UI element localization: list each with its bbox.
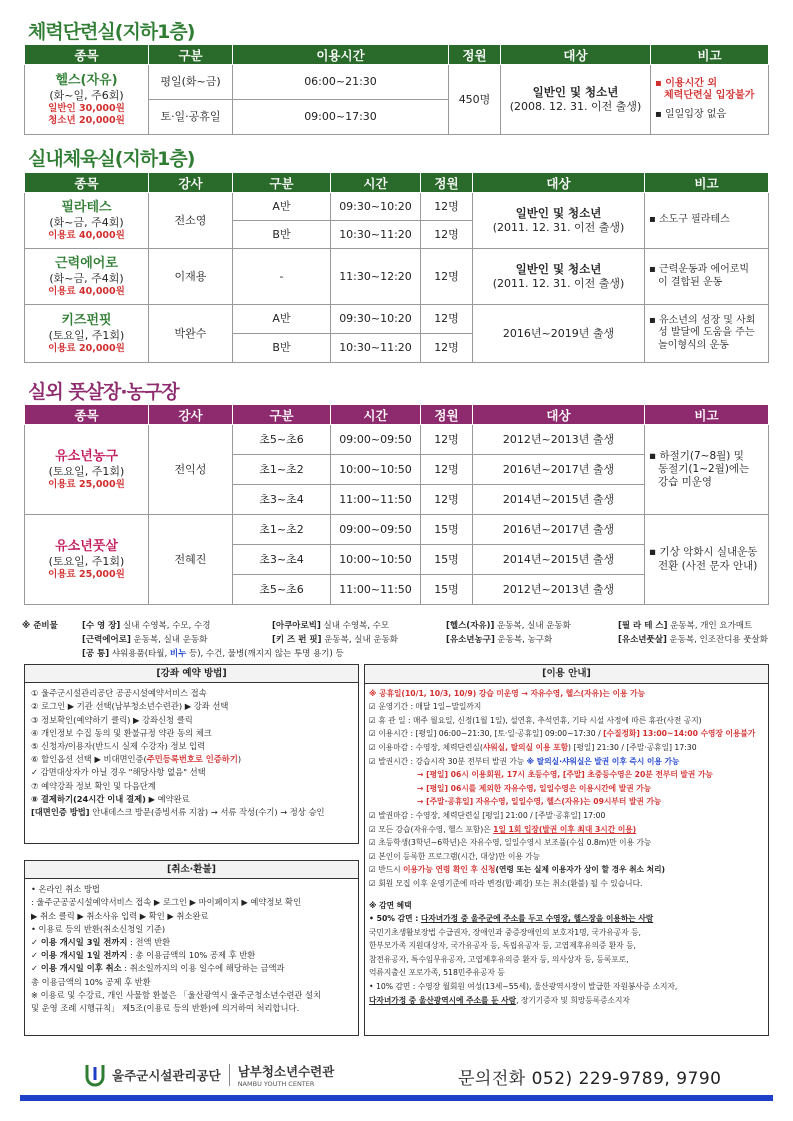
note-text: 이 결합된 운동	[658, 276, 723, 288]
program-name: 유소년풋살	[55, 538, 118, 554]
table-cell: 09:00~09:50	[331, 515, 421, 545]
preparation-list	[22, 619, 772, 661]
refund-line: • 이용료 등의 반환(취소신청일 기준)	[31, 923, 166, 934]
note-text: 전환 (사전 문자 안내)	[658, 559, 758, 572]
reg-step: ① 울주군시설관리공단 공공시설예약서비스 접속	[31, 688, 207, 699]
info-line: 한부모가족 지원대상자, 국가유공자 등, 독립유공자 등, 고엽제후유의증 환자 등,	[369, 941, 636, 951]
teacher-cell: 전혜진	[149, 515, 233, 605]
target-text: 일반인 및 청소년	[515, 262, 602, 277]
table-cell: 11:00~11:50	[331, 575, 421, 605]
note-text: ▪ 근력운동과 에어로빅	[649, 264, 750, 275]
table-cell: 12명	[421, 221, 473, 249]
table-cell: 12명	[421, 485, 473, 515]
program-cell	[25, 515, 149, 605]
table-cell: 초1~초2	[233, 455, 331, 485]
table-cell: 15명	[421, 545, 473, 575]
table-cell: 15명	[421, 515, 473, 545]
table-cell: 초5~초6	[233, 575, 331, 605]
table-cell: B반	[233, 221, 331, 249]
program-fee: 이용료 40,000원	[48, 229, 125, 241]
capacity-cell: 450명	[449, 65, 501, 135]
table-cell: 11:00~11:50	[331, 485, 421, 515]
contact-phone: 문의전화 052) 229-9789, 9790	[458, 1069, 722, 1089]
info-line: 참전유공자, 특수임무유공자, 고엽제후유의증 환자 등, 의사상자 등, 등록포로,	[369, 954, 629, 964]
program-days: (토요일, 주1회)	[48, 554, 125, 568]
table-cell: 초3~초4	[233, 485, 331, 515]
table-cell: 2016년~2017년 출생	[473, 455, 645, 485]
col-header: 대상	[473, 173, 645, 193]
info-line: ☑ 모든 강습(자유수영, 헬스 포함)은 1일 1회 입장(발권 이후 최대 3시간 이용)	[369, 824, 637, 834]
program-fee: 이용료 20,000원	[48, 342, 125, 354]
info-line: ※ 감면 혜택	[369, 900, 412, 910]
refund-line: ✓ 이용 개시일 이후 취소 : 취소일까지의 이용 일수에 해당하는 금액과	[31, 963, 285, 974]
table-cell: 2014년~2015년 출생	[473, 545, 645, 575]
info-line: → [평일] 06시 이용회원, 17시 초등수영, [주말] 초중등수영은 20분 전부터 발권 가능	[417, 770, 713, 780]
table-cell: 평일(화~금)	[149, 65, 233, 100]
reg-step: ④ 개인정보 수집 동의 및 환불규정 약관 동의 체크	[31, 727, 212, 738]
teacher-cell: 박완수	[149, 305, 233, 363]
table-cell: 2016년~2017년 출생	[473, 515, 645, 545]
table-cell: 2014년~2015년 출생	[473, 485, 645, 515]
box-title: [강좌 예약 방법]	[25, 665, 358, 683]
table-cell: A반	[233, 305, 331, 334]
col-header: 비고	[645, 405, 769, 425]
note-text: ▪ 기상 악화시 실내운동	[649, 546, 758, 559]
target-cell	[473, 193, 645, 249]
info-line: 다자녀가정 중 울산광역시에 주소를 둔 사람, 장기기증자 및 희망등록증소지자	[369, 995, 630, 1005]
col-header: 정원	[449, 45, 501, 65]
refund-line: ▶ 취소 클릭 ▶ 취소사유 입력 ▶ 확인 ▶ 취소완료	[31, 910, 209, 921]
refund-line: • 온라인 취소 방법	[31, 884, 100, 895]
table-cell: 11:30~12:20	[331, 249, 421, 305]
col-header: 정원	[421, 173, 473, 193]
program-cell	[25, 65, 149, 135]
col-header: 구분	[233, 173, 331, 193]
program-days: (토요일, 주1회)	[48, 464, 125, 478]
col-header: 이용시간	[233, 45, 449, 65]
section-title-outdoor: 실외 풋살장·농구장	[28, 381, 179, 403]
col-header: 강사	[149, 405, 233, 425]
footer	[0, 1052, 793, 1112]
table-cell: 토·일·공휴일	[149, 100, 233, 135]
prep-mark: ※ 준비물	[22, 621, 58, 631]
reg-step: ② 로그인 ▶ 기관 선택(남부청소년수련관) ▶ 강좌 선택	[31, 701, 229, 712]
info-line: ☑ 초등학생(3학년~6학년)은 자유수영, 일일수영시 보조풀(수심 0.8m)만 이용 가능	[369, 838, 652, 848]
table-cell: 초5~초6	[233, 425, 331, 455]
table-cell: 09:00~17:30	[233, 100, 449, 135]
refund-line: 총 이용금액의 10% 공제 후 반환	[31, 976, 151, 987]
info-line: • 10% 감면 : 수영장 월회원 여성(13세~55세), 울산광역시장이 발급한 자원봉사증 소지자,	[369, 982, 678, 992]
col-header: 강사	[149, 173, 233, 193]
program-name: 근력에어로	[55, 255, 118, 271]
table-cell: 12명	[421, 305, 473, 334]
info-line: ☑ 발권시간 : 강습시작 30분 전부터 발권 가능 ※ 탈의실·샤워실은 발권 이후 즉시 이용 가능	[369, 756, 680, 766]
table-cell: 10:00~10:50	[331, 545, 421, 575]
table-cell: 12명	[421, 455, 473, 485]
note-text: 성 발달에 도움을 주는	[658, 327, 755, 339]
program-fee: 이용료 40,000원	[48, 285, 125, 297]
table-cell: 09:30~10:20	[331, 305, 421, 334]
note-text: ▪ 이용시간 외	[655, 77, 718, 89]
program-fee: 이용료 25,000원	[48, 568, 125, 580]
teacher-cell: 전익성	[149, 425, 233, 515]
info-line: ☑ 본인이 등록한 프로그램(시간, 대상)만 이용 가능	[369, 851, 541, 861]
program-cell	[25, 305, 149, 363]
refund-line: 및 운영 조례 시행규칙」 제5조(이용료 등의 반환)에 의거하여 처리합니다.	[31, 1003, 300, 1014]
note-text: 소도구 필라테스	[658, 214, 730, 226]
table-cell: 12명	[421, 425, 473, 455]
info-line: ☑ 이용마감 : 수영장, 체력단련실(샤워실, 탈의실 이용 포함) [평일] 21:30 / [주말·공휴일] 17:30	[369, 742, 697, 752]
refund-box	[24, 860, 359, 1036]
note-text: ▪ 일일입장 없음	[655, 108, 727, 120]
note-cell: ▪ 소도구 필라테스	[645, 193, 769, 249]
teacher-cell: 이재용	[149, 249, 233, 305]
outdoor-table	[24, 404, 769, 605]
prep-row: [공 통] 샤워용품(타월, 비누 등), 수건, 물병(깨지지 않는 투명 용기) 등	[82, 649, 344, 659]
indoor-table	[24, 172, 769, 363]
table-cell: 2012년~2013년 출생	[473, 575, 645, 605]
col-header: 구분	[149, 45, 233, 65]
col-header: 비고	[645, 173, 769, 193]
info-line: 억류지출신 포로가족, 518민주유공자 등	[369, 968, 505, 978]
reg-step: ⑥ 할인옵션 선택 ▶ 비대면인증(주민등록번호로 인증하기)	[31, 754, 242, 765]
col-header: 정원	[421, 405, 473, 425]
reg-step: ⑧ 결제하기(24시간 이내 결제) ▶ 예약완료	[31, 793, 190, 804]
table-cell: B반	[233, 334, 331, 363]
section-title-indoor: 실내체육실(지하1층)	[28, 148, 195, 170]
table-cell: 15명	[421, 575, 473, 605]
col-header: 종목	[25, 173, 149, 193]
center-name: 남부청소년수련관	[237, 1064, 335, 1079]
program-days: (화~일, 주6회)	[49, 88, 124, 102]
program-name: 헬스(자유)	[55, 72, 118, 88]
info-line: → [평일] 06시를 제외한 자유수영, 일일수영은 이용시간에 발권 가능	[417, 783, 652, 793]
reg-step: [대면인증 방법] 안내데스크 방문(증빙서류 지참) → 서류 작성(수기) → 정상 승인	[31, 807, 325, 818]
target-text: (2011. 12. 31. 이전 출생)	[492, 276, 625, 290]
program-fee: 청소년 20,000원	[48, 114, 125, 126]
col-header: 종목	[25, 45, 149, 65]
info-line: • 50% 감면 : 다자녀가정 중 울주군에 주소를 두고 수영장, 헬스장을 이용하는 사람	[369, 914, 654, 924]
program-days: (토요일, 주1회)	[48, 328, 125, 342]
info-line: ☑ 회원 모집 이후 운영기준에 따라 변경(합·폐강) 또는 취소(환불) 될 수 있습니다.	[369, 878, 643, 888]
table-cell: 10:30~11:20	[331, 221, 421, 249]
reg-step: ③ 정보확인(예약하기 클릭) ▶ 강좌신청 클릭	[31, 714, 193, 725]
info-line: → [주말·공휴일] 자유수영, 일일수영, 헬스(자유)는 09시부터 발권 가능	[417, 797, 662, 807]
table-cell: 09:00~09:50	[331, 425, 421, 455]
table-cell: 06:00~21:30	[233, 65, 449, 100]
fitness-table	[24, 44, 769, 135]
col-header: 구분	[233, 405, 331, 425]
target-text: 일반인 및 청소년	[515, 206, 602, 221]
col-header: 대상	[473, 405, 645, 425]
table-cell: 2012년~2013년 출생	[473, 425, 645, 455]
prep-row: [근력에어로] 운동복, 실내 운동화 [키 즈 펀 핏] 운동복, 실내 운동화 [유소년농구] 운동복, 농구화 [유소년풋살] 운동복, 인조잔디용 풋살화	[82, 635, 768, 645]
program-fee: 이용료 25,000원	[48, 478, 125, 490]
note-cell	[645, 305, 769, 363]
note-text: 놀이형식의 운동	[658, 339, 729, 351]
target-cell	[473, 249, 645, 305]
note-cell	[651, 65, 769, 135]
prep-row: ※ 준비물 [수 영 장] 실내 수영복, 수모, 수경 [아쿠아로빅] 실내 수영복, 수모 [헬스(자유)] 운동복, 실내 운동화 [필 라 테 스] 운동복, 개인 요가매트	[22, 621, 753, 631]
info-line: 국민기초생활보장법 수급권자, 장애인과 중증장애인의 보호자1명, 국가유공자 등,	[369, 927, 641, 937]
program-name: 키즈펀핏	[61, 312, 112, 328]
refund-line: : 울주군공공시설예약서비스 접속 ▶ 로그인 ▶ 마이페이지 ▶ 예약정보 확인	[31, 897, 302, 908]
table-cell: 초1~초2	[233, 515, 331, 545]
reg-step: ✓ 감면대상자가 아닐 경우 "해당사항 없음" 선택	[31, 767, 206, 778]
table-cell: A반	[233, 193, 331, 221]
target-text: 일반인 및 청소년	[532, 85, 619, 100]
info-line: ☑ 휴 관 일 : 매주 월요일, 신정(1월 1일), 설연휴, 추석연휴, 기타 시설 사정에 따른 휴관(사전 공지)	[369, 715, 702, 725]
target-cell	[501, 65, 651, 135]
note-text: ▪ 하절기(7~8월) 및	[649, 449, 744, 462]
program-name: 필라테스	[61, 199, 112, 215]
table-cell: 12명	[421, 193, 473, 221]
program-cell	[25, 249, 149, 305]
teacher-cell: 전소영	[149, 193, 233, 249]
registration-box	[24, 664, 359, 844]
table-cell: 12명	[421, 249, 473, 305]
table-cell: 09:30~10:20	[331, 193, 421, 221]
table-cell: 12명	[421, 334, 473, 363]
info-line: ☑ 운영기간 : 매달 1일~말일까지	[369, 702, 482, 712]
target-cell: 2016년~2019년 출생	[473, 305, 645, 363]
info-line: ※ 공휴일(10/1, 10/3, 10/9) 강습 미운영 → 자유수영, 헬스(자유)는 이용 가능	[369, 688, 646, 698]
table-cell: 초3~초4	[233, 545, 331, 575]
reg-step: ⑦ 예약강좌 정보 확인 및 다음단계	[31, 780, 156, 791]
info-line: ☑ 반드시 이용가능 연령 확인 후 신청(연령 또는 실제 이용자가 상이 할 경우 취소 처리)	[369, 865, 666, 875]
col-header: 종목	[25, 405, 149, 425]
section-title-fitness: 체력단련실(지하1층)	[28, 21, 195, 43]
refund-line: ✓ 이용 개시일 3일 전까지 : 전액 반환	[31, 937, 171, 948]
target-text: (2011. 12. 31. 이전 출생)	[492, 220, 625, 234]
info-line: ☑ 이용시간 : [평일] 06:00~21:30, [토·일·공휴일] 09:00~17:30 / [수질정화] 13:00~14:00 수영장 이용불가	[369, 729, 756, 739]
col-header: 비고	[651, 45, 769, 65]
table-cell: -	[233, 249, 331, 305]
program-days: (화~금, 주4회)	[49, 271, 124, 285]
note-text: 동절기(1~2월)에는	[658, 462, 750, 475]
col-header: 시간	[331, 173, 421, 193]
table-cell: 10:30~11:20	[331, 334, 421, 363]
note-cell	[645, 249, 769, 305]
program-days: (화~금, 주4회)	[49, 215, 124, 229]
program-fee: 일반인 30,000원	[48, 102, 125, 114]
program-name: 유소년농구	[55, 448, 118, 464]
box-title: [이용 안내]	[365, 665, 768, 684]
refund-line: ※ 이용료 및 수강료, 개인 사물함 환불은 「울산광역시 울주군청소년수련관 설치	[31, 989, 322, 1000]
center-name-en: NAMBU YOUTH CENTER	[237, 1080, 315, 1088]
target-text: (2008. 12. 31. 이전 출생)	[509, 99, 642, 113]
note-text: 강습 미운영	[658, 476, 713, 489]
col-header: 대상	[501, 45, 651, 65]
note-text: ▪ 유소년의 성장 및 사회	[649, 314, 756, 326]
footer-bar	[20, 1095, 773, 1101]
info-line: ☑ 발권마감 : 수영장, 체력단련실 [평일] 21:00 / [주말·공휴일] 17:00	[369, 810, 606, 820]
org-logo-icon	[84, 1062, 106, 1088]
table-cell: 10:00~10:50	[331, 455, 421, 485]
refund-line: ✓ 이용 개시일 1일 전까지 : 총 이용금액의 10% 공제 후 반환	[31, 950, 256, 961]
program-cell	[25, 193, 149, 249]
col-header: 시간	[331, 405, 421, 425]
note-cell	[645, 425, 769, 515]
reg-step: ⑤ 신청자/이용자(반드시 실제 수강자) 정보 입력	[31, 741, 206, 752]
box-title: [취소·환불]	[25, 861, 358, 879]
note-text: 체력단련실 입장불가	[664, 90, 755, 102]
program-cell	[25, 425, 149, 515]
org-logo	[84, 1062, 334, 1088]
org-name: 울주군시설관리공단	[112, 1068, 221, 1083]
note-cell	[645, 515, 769, 605]
usage-info-box	[364, 664, 769, 1036]
divider	[229, 1064, 230, 1086]
